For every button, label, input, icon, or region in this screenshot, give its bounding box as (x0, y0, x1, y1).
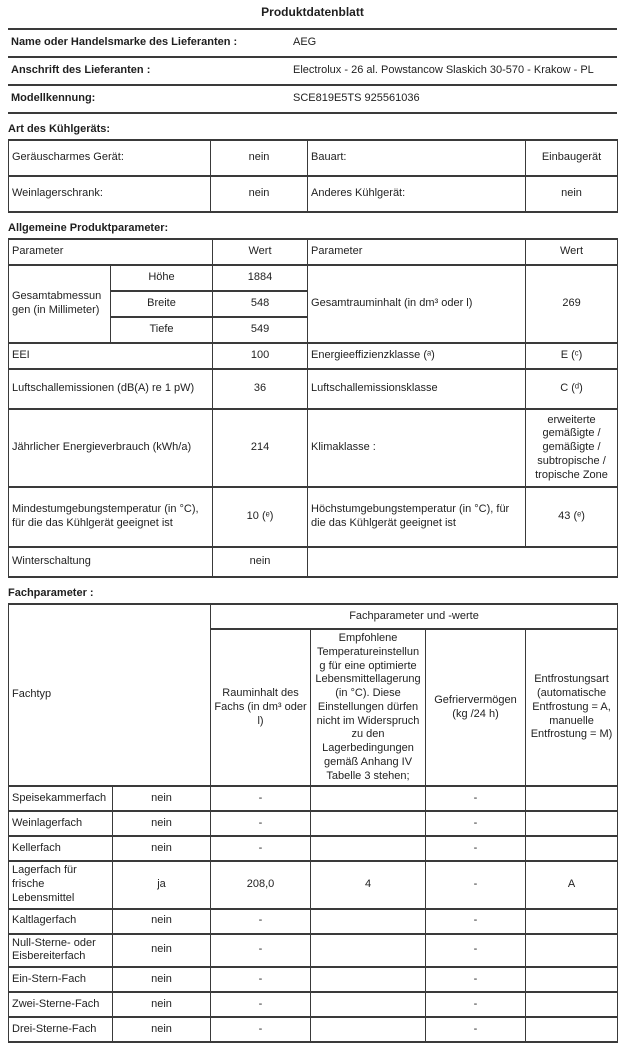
compartment-volume: - (211, 836, 311, 861)
table-row (9, 934, 618, 968)
compartment-defrost (526, 786, 618, 811)
column-header-wert: Wert (526, 239, 618, 265)
compartment-type: Weinlagerfach (9, 811, 113, 836)
compartment-type: Kellerfach (9, 836, 113, 861)
compartment-volume: - (211, 786, 311, 811)
param-label: Weinlagerschrank: (9, 176, 211, 212)
param-value: 36 (213, 369, 308, 409)
compartment-present: nein (113, 909, 211, 934)
compartment-present: nein (113, 992, 211, 1017)
compartment-volume: - (211, 967, 311, 992)
model-id-label: Modellkennung: (8, 85, 290, 113)
dimension-name: Höhe (111, 265, 213, 291)
param-label: Luftschallemissionsklasse (308, 369, 526, 409)
compartment-temp: 4 (311, 861, 426, 908)
param-value: nein (211, 176, 308, 212)
table-row (9, 140, 618, 176)
supplier-address-label: Anschrift des Lieferanten : (8, 57, 290, 85)
general-parameters-table (8, 238, 618, 578)
compartment-freezing: - (426, 967, 526, 992)
compartment-freezing: - (426, 934, 526, 968)
supplier-name-value: AEG (290, 29, 617, 57)
table-row (9, 176, 618, 212)
compartment-volume: 208,0 (211, 861, 311, 908)
param-label: Mindestumgebungstemperatur (in °C), für die das Kühlgerät geeignet ist (9, 487, 213, 547)
table-row (9, 861, 618, 908)
compartment-volume: - (211, 811, 311, 836)
table-row (9, 487, 618, 547)
column-header-parameter: Parameter (9, 239, 213, 265)
compartment-temp (311, 909, 426, 934)
compartment-present: ja (113, 861, 211, 908)
compartment-present: nein (113, 786, 211, 811)
compartment-defrost (526, 1017, 618, 1042)
param-value: nein (526, 176, 618, 212)
compartment-freezing: - (426, 811, 526, 836)
compartment-present: nein (113, 967, 211, 992)
table-row (9, 409, 618, 487)
compartment-temp (311, 811, 426, 836)
section-heading-general: Allgemeine Produktparameter: (8, 222, 169, 234)
table-row (9, 909, 618, 934)
compartment-type: Ein-Stern-Fach (9, 967, 113, 992)
dimensions-label: Gesamtabmessungen (in Millimeter) (9, 265, 111, 343)
compartment-volume: - (211, 909, 311, 934)
supplier-name-label: Name oder Handelsmarke des Lieferanten : (8, 29, 290, 57)
dimension-value: 549 (213, 317, 308, 343)
compartment-temp (311, 786, 426, 811)
column-header-parameter: Parameter (308, 239, 526, 265)
param-value: erweiterte gemäßigte / gemäßigte / subtropische / tropische Zone (526, 409, 618, 487)
param-label: Geräuscharmes Gerät: (9, 140, 211, 176)
compartment-type: Null-Sterne- oder Eisbereiterfach (9, 934, 113, 968)
compartment-defrost (526, 992, 618, 1017)
compartment-present: nein (113, 1017, 211, 1042)
table-row (9, 547, 618, 577)
group-header: Fachparameter und -werte (211, 604, 618, 629)
compartment-temp (311, 1017, 426, 1042)
param-label: Energieeffizienzklasse (ᵃ) (308, 343, 526, 369)
compartment-temp (311, 836, 426, 861)
section-heading-type: Art des Kühlgeräts: (8, 123, 111, 135)
column-header-fachtyp: Fachtyp (9, 604, 211, 786)
column-header-temperature: Empfohlene Temperatureinstellung für eine optimierte Lebensmittellagerung (in °C). Diese Einstellungen dürfen nicht im Widerspruch zu den Lagerbedingungen gemäß Anhang IV Tabelle 3 stehen; (311, 629, 426, 786)
param-label: Klimaklasse : (308, 409, 526, 487)
param-value: C (ᵈ) (526, 369, 618, 409)
table-row (9, 836, 618, 861)
compartment-temp (311, 992, 426, 1017)
supplier-row (8, 85, 617, 113)
compartment-freezing: - (426, 909, 526, 934)
compartment-defrost (526, 909, 618, 934)
param-label: Luftschallemissionen (dB(A) re 1 pW) (9, 369, 213, 409)
table-header-row (9, 239, 618, 265)
param-label: Anderes Kühlgerät: (308, 176, 526, 212)
compartment-type: Lagerfach für frische Lebensmittel (9, 861, 113, 908)
compartment-freezing: - (426, 992, 526, 1017)
param-value: 100 (213, 343, 308, 369)
param-label: Bauart: (308, 140, 526, 176)
table-row (9, 811, 618, 836)
compartment-present: nein (113, 811, 211, 836)
param-label: Winterschaltung (9, 547, 213, 577)
param-value: 214 (213, 409, 308, 487)
compartment-temp (311, 934, 426, 968)
param-value: E (ᶜ) (526, 343, 618, 369)
appliance-type-table (8, 139, 618, 213)
supplier-address-value: Electrolux - 26 al. Powstancow Slaskich 30-570 - Krakow - PL (290, 57, 617, 85)
column-header-defrost-type: Entfrostungsart (automatische Entfrostung = A, manuelle Entfrostung = M) (526, 629, 618, 786)
empty-cell (308, 547, 618, 577)
compartment-volume: - (211, 992, 311, 1017)
compartment-type: Kaltlagerfach (9, 909, 113, 934)
compartment-defrost (526, 934, 618, 968)
param-label: Jährlicher Energieverbrauch (kWh/a) (9, 409, 213, 487)
total-volume-value: 269 (526, 265, 618, 343)
compartment-temp (311, 967, 426, 992)
column-header-wert: Wert (213, 239, 308, 265)
compartment-volume: - (211, 934, 311, 968)
compartment-freezing: - (426, 1017, 526, 1042)
compartment-parameters-table (8, 603, 618, 1043)
table-row (9, 369, 618, 409)
dimension-value: 548 (213, 291, 308, 317)
compartment-type: Drei-Sterne-Fach (9, 1017, 113, 1042)
param-value: nein (213, 547, 308, 577)
table-row (9, 967, 618, 992)
compartment-defrost: A (526, 861, 618, 908)
section-heading-compartments: Fachparameter : (8, 587, 94, 599)
product-datasheet (8, 0, 617, 1043)
dimension-name: Tiefe (111, 317, 213, 343)
compartment-defrost (526, 836, 618, 861)
total-volume-label: Gesamtrauminhalt (in dm³ oder l) (308, 265, 526, 343)
table-row (9, 786, 618, 811)
compartment-volume: - (211, 1017, 311, 1042)
model-id-value: SCE819E5TS 925561036 (290, 85, 617, 113)
compartment-freezing: - (426, 786, 526, 811)
compartment-present: nein (113, 836, 211, 861)
compartment-defrost (526, 811, 618, 836)
compartment-present: nein (113, 934, 211, 968)
param-value: 43 (ᵉ) (526, 487, 618, 547)
param-value: 10 (ᵉ) (213, 487, 308, 547)
table-header-row (9, 604, 618, 629)
compartment-freezing: - (426, 861, 526, 908)
compartment-type: Zwei-Sterne-Fach (9, 992, 113, 1017)
column-header-freezing-capacity: Gefriervermögen (kg /24 h) (426, 629, 526, 786)
param-value: nein (211, 140, 308, 176)
supplier-table (8, 28, 617, 114)
column-header-volume: Rauminhalt des Fachs (in dm³ oder l) (211, 629, 311, 786)
param-value: Einbaugerät (526, 140, 618, 176)
compartment-freezing: - (426, 836, 526, 861)
dimension-name: Breite (111, 291, 213, 317)
table-row (9, 343, 618, 369)
compartment-type: Speisekammerfach (9, 786, 113, 811)
param-label: EEI (9, 343, 213, 369)
table-row (9, 1017, 618, 1042)
supplier-row (8, 29, 617, 57)
table-row (9, 265, 618, 291)
dimension-value: 1884 (213, 265, 308, 291)
compartment-defrost (526, 967, 618, 992)
table-row (9, 992, 618, 1017)
param-label: Höchstumgebungstemperatur (in °C), für die das Kühlgerät geeignet ist (308, 487, 526, 547)
supplier-row (8, 57, 617, 85)
page-title: Produktdatenblatt (261, 5, 364, 19)
